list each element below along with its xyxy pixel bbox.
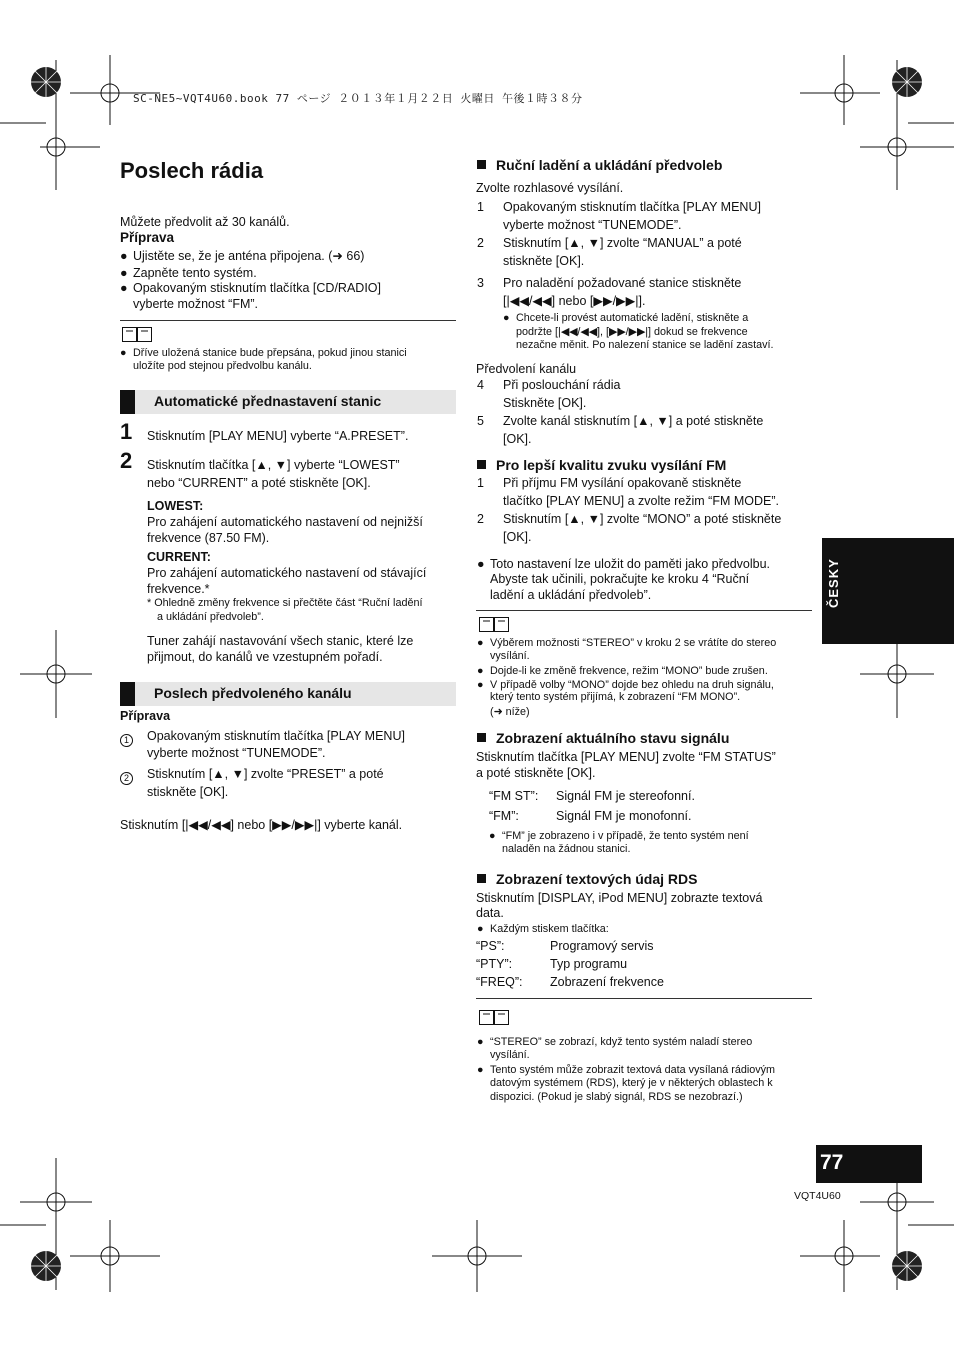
step-text: stiskněte [OK]. xyxy=(147,785,229,799)
step-text: Opakovaným stisknutím tlačítka [PLAY MENU] xyxy=(147,729,405,743)
print-header: SC-NE5~VQT4U60.book 77 ページ ２０１３年１月２２日 火曜日 午後１時３８分 xyxy=(133,92,583,105)
step-number: 2 xyxy=(120,448,133,473)
numbered-step: 4 Při poslouchání rádia Stiskněte [OK]. xyxy=(477,378,621,410)
numbered-step: 1 Při příjmu FM vysílání opakovaně stiskněte tlačítko [PLAY MENU] a zvolte režim “FM MODE”. xyxy=(477,476,779,508)
option-text: Pro zahájení automatického nastavení od stávající xyxy=(147,566,427,580)
body-text: Stisknutím tlačítka [PLAY MENU] zvolte “FM STATUS” xyxy=(476,750,776,764)
body-text: Tuner zahájí nastavování všech stanic, které lze xyxy=(147,634,414,648)
prep-heading: Příprava xyxy=(120,230,175,245)
body-text: Zvolte rozhlasové vysílání. xyxy=(476,181,624,195)
option-text: frekvence (87.50 FM). xyxy=(147,531,270,545)
option-text: Pro zahájení automatického nastavení od nejnižší xyxy=(147,515,423,529)
book-note-icon xyxy=(122,327,152,342)
step-text: Stisknutím [▲, ▼] zvolte “PRESET” a poté xyxy=(147,767,384,781)
section-heading: Zobrazení textových údaj RDS xyxy=(477,871,697,887)
rds-key: “PS”: xyxy=(476,939,505,953)
intro-text: Můžete předvolit až 30 kanálů. xyxy=(120,215,290,229)
step-text: Stisknutím [PLAY MENU] vyberte “A.PRESET”. xyxy=(147,429,409,443)
status-value: Signál FM je stereofonní. xyxy=(556,789,695,803)
option-label: CURRENT: xyxy=(147,550,211,564)
note-item-cont: dispozici. (Pokud je slabý signál, RDS se nezobrazí.) xyxy=(490,1091,743,1103)
status-key: “FM”: xyxy=(489,809,519,823)
doc-code: VQT4U60 xyxy=(794,1190,841,1202)
step-text: Stisknutím tlačítka [▲, ▼] vyberte “LOWEST” xyxy=(147,458,400,472)
prep-item-cont: vyberte možnost “FM”. xyxy=(133,297,259,311)
step-number: 1 xyxy=(120,419,133,444)
divider xyxy=(120,320,456,321)
page-number: 77 xyxy=(820,1151,844,1174)
book-note-icon xyxy=(479,1010,509,1025)
option-text: frekvence.* xyxy=(147,582,210,596)
page-title: Poslech rádia xyxy=(120,158,264,183)
page-number-box xyxy=(816,1145,922,1183)
body-text: Stisknutím [DISPLAY, iPod MENU] zobrazte textová xyxy=(476,891,763,905)
section-header-preset-channel: Poslech předvoleného kanálu xyxy=(120,682,456,706)
language-tab xyxy=(822,538,954,644)
numbered-step: 1 Opakovaným stisknutím tlačítka [PLAY MENU] vyberte možnost “TUNEMODE”. xyxy=(477,200,761,232)
footnote: * Ohledně změny frekvence si přečtěte část “Ruční ladění xyxy=(147,597,423,609)
book-note-icon xyxy=(479,617,509,632)
numbered-step: 3 Pro naladění požadované stanice stiskněte [|◀◀/◀◀] nebo [▶▶/▶▶|]. xyxy=(477,276,742,308)
body-text: Stisknutím [|◀◀/◀◀] nebo [▶▶/▶▶|] vyberte kanál. xyxy=(120,818,403,832)
note-item-cont: uložíte pod stejnou předvolbu kanálu. xyxy=(133,360,312,372)
note-item-cont: který tento systém přijímá, k zobrazení “FM MONO”. xyxy=(490,691,741,703)
note-item-cont: Abyste tak učinili, pokračujte ke kroku 4 “Ruční xyxy=(490,572,750,586)
status-key: “FM ST”: xyxy=(489,789,539,803)
note-item-cont: podržte [|◀◀/◀◀], [▶▶/▶▶|] dokud se frekvence xyxy=(516,326,748,338)
step-text: nebo “CURRENT” a poté stiskněte [OK]. xyxy=(147,476,371,490)
rds-value: Programový servis xyxy=(550,939,654,953)
subheading: Předvolení kanálu xyxy=(476,362,577,376)
section-header-auto-preset: Automatické přednastavení stanic xyxy=(120,390,456,414)
body-text: a poté stiskněte [OK]. xyxy=(476,766,596,780)
body-text: přijmout, do kanálů ve vzestupném pořadí. xyxy=(147,650,383,664)
option-label: LOWEST: xyxy=(147,499,204,513)
section-heading: Pro lepší kvalitu zvuku vysílání FM xyxy=(477,457,726,473)
circled-number: 1 xyxy=(120,730,133,748)
rds-value: Zobrazení frekvence xyxy=(550,975,664,989)
section-heading: Zobrazení aktuálního stavu signálu xyxy=(477,730,729,746)
language-label: ČESKY xyxy=(826,558,841,608)
step-text: vyberte možnost “TUNEMODE”. xyxy=(147,746,326,760)
rds-value: Typ programu xyxy=(550,957,628,971)
numbered-step: 5 Zvolte kanál stisknutím [▲, ▼] a poté stiskněte [OK]. xyxy=(477,414,764,446)
status-value: Signál FM je monofonní. xyxy=(556,809,692,823)
note-item-cont: vysílání. xyxy=(490,1049,530,1061)
numbered-step: 2 Stisknutím [▲, ▼] zvolte “MANUAL” a poté stiskněte [OK]. xyxy=(477,236,742,268)
note-item-cont: (➜ níže) xyxy=(490,706,530,718)
rds-key: “PTY”: xyxy=(476,957,513,971)
rds-key: “FREQ”: xyxy=(476,975,523,989)
circled-number: 2 xyxy=(120,768,133,786)
numbered-step: 2 Stisknutím [▲, ▼] zvolte “MONO” a poté stiskněte [OK]. xyxy=(477,512,782,544)
note-item-cont: nezačne měnit. Po nalezení stanice se ladění zastaví. xyxy=(516,339,774,351)
body-text: data. xyxy=(476,906,504,920)
divider xyxy=(476,610,812,611)
section-heading: Ruční ladění a ukládání předvoleb xyxy=(477,157,722,173)
note-item-cont: ladění a ukládání předvoleb”. xyxy=(490,588,652,602)
footnote: a ukládání předvoleb”. xyxy=(157,611,264,623)
note-item-cont: datovým systémem (RDS), který je v některých oblastech k xyxy=(490,1077,773,1089)
note-item-cont: naladěn na žádnou stanici. xyxy=(502,843,631,855)
prep-heading: Příprava xyxy=(120,709,171,723)
divider xyxy=(476,998,812,999)
note-item-cont: vysílání. xyxy=(490,650,530,662)
